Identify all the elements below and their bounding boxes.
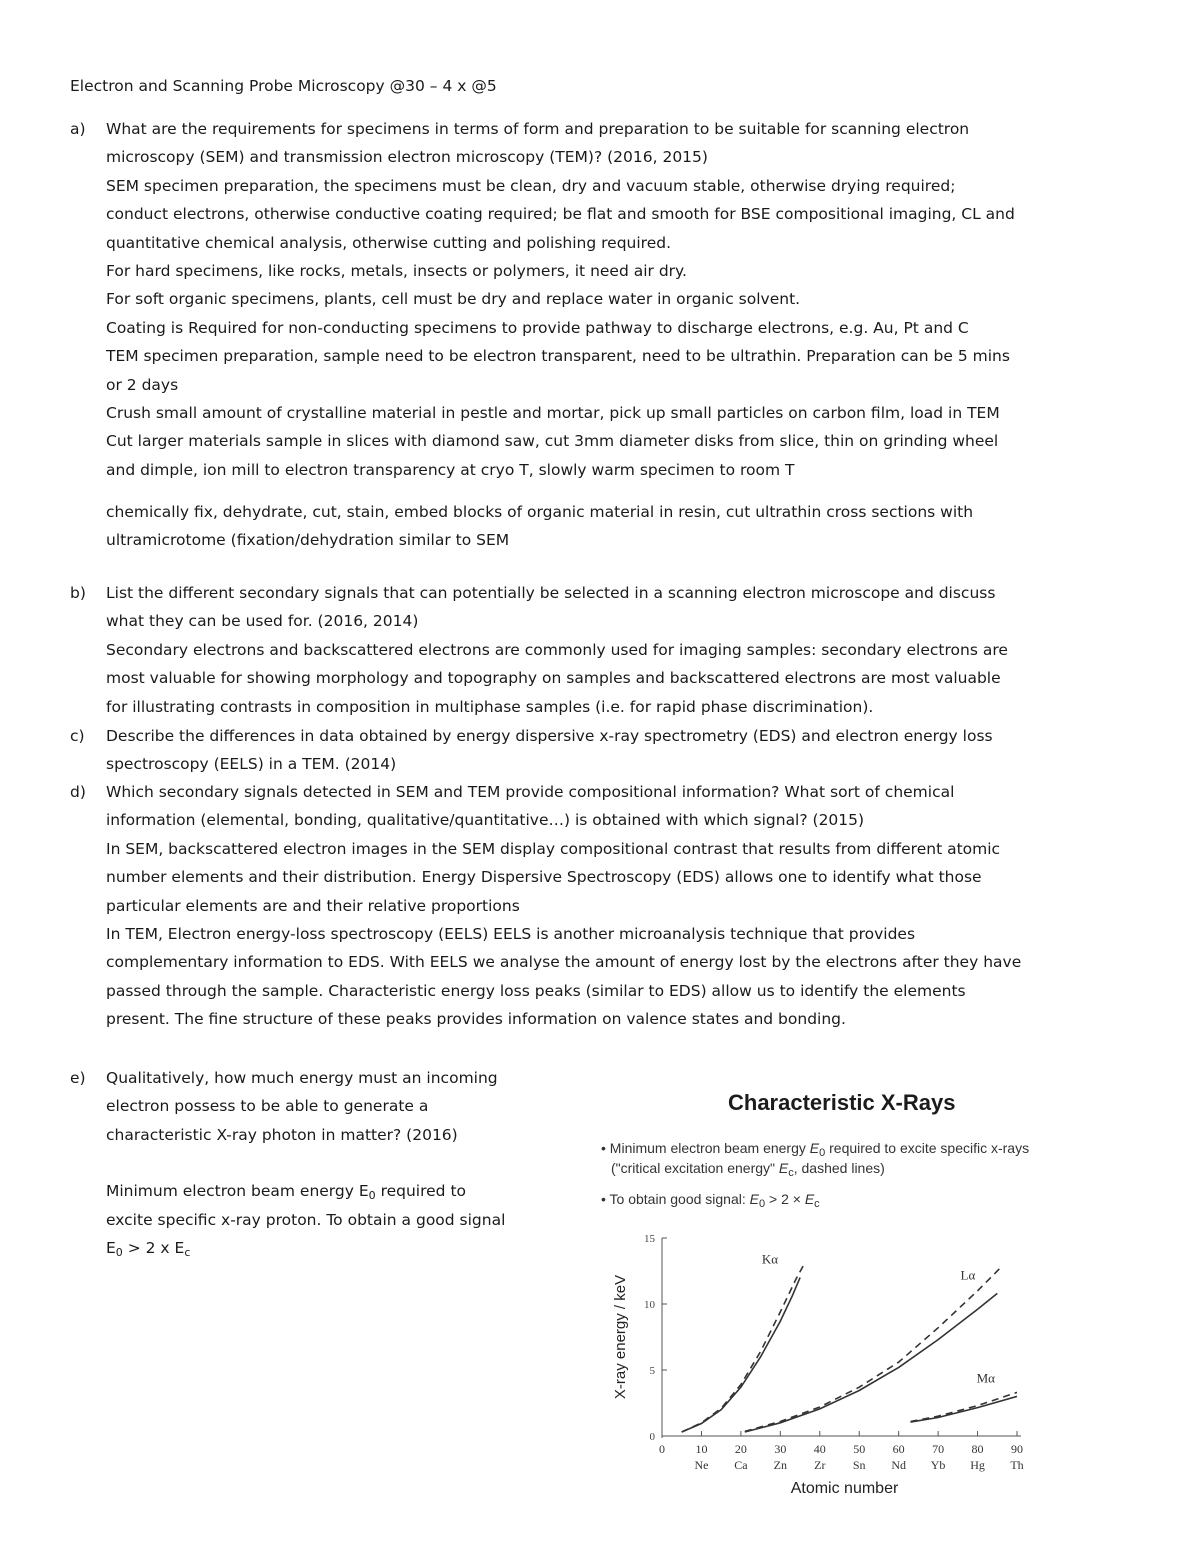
x-tick-element-label: Sn [852,1458,866,1472]
question-e-text [106,1064,570,1262]
subscript: 0 [115,1245,123,1259]
x-tick-element-label: Zr [814,1458,826,1472]
text-line: quantitative chemical analysis, otherwise cutting and polishing required. [106,233,672,252]
bullet-text: • Minimum electron beam energy [601,1140,810,1156]
text-line: present. The fine structure of these peaks provides information on valence states and bonding. [106,1010,846,1029]
subscript: c [814,1198,820,1210]
document-title: Electron and Scanning Probe Microscopy @30 – 4 x @5 [70,77,497,95]
series-label: Mα [976,1370,995,1386]
x-tick-label: 10 [695,1442,708,1456]
y-tick-label: 0 [649,1431,655,1443]
answer-text: E [106,1238,116,1257]
x-tick-element-label: Ne [694,1458,709,1472]
variable: E [778,1160,789,1176]
figure-bullet-1 [601,1138,1029,1178]
figure-title: Characteristic X-Rays [728,1090,956,1115]
subscript: c [788,1167,794,1179]
answer-line: excite specific x-ray proton. To obtain a good signal [106,1210,506,1229]
series-label: Kα [761,1251,779,1267]
chart-series [682,1252,1017,1432]
x-tick-element-label: Yb [930,1458,946,1472]
x-tick-element-label: Th [1010,1458,1024,1472]
critical-excitation-dashed-line [745,1267,1001,1431]
answer-line [106,1177,570,1205]
question-e [70,1064,570,1262]
paragraph-gap [106,484,1130,498]
question-c [70,722,1130,779]
x-tick-label: 30 [774,1442,787,1456]
x-tick-element-label: Ca [734,1458,748,1472]
x-tick-element-label: Hg [970,1458,985,1472]
text-line: In SEM, backscattered electron images in the SEM display compositional contrast that results from different atomic [106,839,1001,858]
series-label: Lα [960,1267,976,1283]
text-line: most valuable for showing morphology and topography on samples and backscattered electrons are most valuable [106,669,1001,688]
text-line: What are the requirements for specimens in terms of form and preparation to be suitable for scanning electron [106,120,970,138]
subscript: 0 [368,1189,376,1203]
subscript: 0 [819,1147,826,1159]
text-line: SEM specimen preparation, the specimens must be clean, dry and vacuum stable, otherwise drying required; [106,176,956,195]
x-tick-element-label: Nd [891,1458,907,1472]
x-tick-label: 80 [971,1442,984,1456]
y-tick-label: 15 [644,1233,655,1245]
text-line: Cut larger materials sample in slices with diamond saw, cut 3mm diameter disks from slice, thin on grinding wheel [106,432,999,451]
text-line: Which secondary signals detected in SEM and TEM provide compositional information? What sort of chemical [106,783,955,801]
text-line: For soft organic specimens, plants, cell must be dry and replace water in organic solvent. [106,290,801,309]
question-marker: d) [70,783,86,801]
text-line: Describe the differences in data obtained by energy dispersive x-ray spectrometry (EDS) and electron energy loss [106,727,993,745]
critical-excitation-dashed-line [911,1392,1018,1421]
x-axis-label: Atomic number [790,1480,899,1497]
x-tick-label: 70 [932,1442,945,1456]
y-tick-label: 5 [649,1365,655,1377]
text-line: for illustrating contrasts in composition in multiphase samples (i.e. for rapid phase discrimination). [106,697,874,716]
question-c-text [106,722,1130,779]
variable: E [809,1140,820,1156]
x-tick-label: 50 [853,1442,866,1456]
text-line: characteristic X-ray photon in matter? (2016) [106,1125,458,1144]
bullet-line [601,1158,1029,1178]
text-line: particular elements are and their relative proportions [106,896,520,915]
bullet-line [601,1138,1029,1158]
text-line: electron possess to be able to generate a [106,1097,429,1116]
text-line: Qualitatively, how much energy must an incoming [106,1069,498,1087]
y-tick-label: 10 [644,1299,655,1311]
text-line: spectroscopy (EELS) in a TEM. (2014) [106,755,397,774]
text-line: complementary information to EDS. With EELS we analyse the amount of energy lost by the electrons after they have [106,953,1022,972]
question-marker: e) [70,1069,86,1087]
answer-text: required to [375,1182,466,1201]
text-line: ultramicrotome (fixation/dehydration similar to SEM [106,531,510,550]
subscript: c [184,1245,191,1259]
text-line: microscopy (SEM) and transmission electron microscopy (TEM)? (2016, 2015) [106,148,708,167]
x-tick-label: 40 [813,1442,826,1456]
text-line: Secondary electrons and backscattered electrons are commonly used for imaging samples: secondary electrons are [106,640,1008,659]
text-line: List the different secondary signals that can potentially be selected in a scanning electron microscope and discuss [106,584,996,602]
y-axis-label: X-ray energy / keV [612,1274,629,1400]
answer-text: > 2 x E [122,1238,185,1257]
text-line: and dimple, ion mill to electron transparency at cryo T, slowly warm specimen to room T [106,460,795,479]
question-b [70,579,1130,721]
bullet-text: , dashed lines) [793,1160,885,1176]
text-line: Crush small amount of crystalline material in pestle and mortar, pick up small particles on carbon film, load in TEM [106,403,1000,422]
bullet-text: > 2 × [765,1191,805,1207]
answer-line [106,1234,570,1262]
x-tick-element-label: Zn [773,1458,788,1472]
characteristic-xrays-figure [585,1082,1055,1522]
question-b-text [106,579,1130,721]
question-a-text [106,115,1130,555]
text-line: TEM specimen preparation, sample need to be electron transparent, need to be ultrathin. Preparation can be 5 mins [106,347,1010,366]
blank-line [106,1149,570,1177]
x-tick-label: 90 [1011,1442,1023,1456]
text-line: number elements and their distribution. Energy Dispersive Spectroscopy (EDS) allows one to identify what those [106,868,982,887]
x-tick-label: 0 [659,1442,665,1456]
text-line: passed through the sample. Characteristic energy loss peaks (similar to EDS) allow us to identify the elements [106,981,966,1000]
question-marker: c) [70,727,85,745]
text-line: Coating is Required for non-conducting specimens to provide pathway to discharge electrons, e.g. Au, Pt and C [106,318,969,337]
variable: E [804,1191,815,1207]
question-d-text [106,778,1130,1034]
text-line: information (elemental, bonding, qualitative/quantitative…) is obtained with which signal? (2015) [106,811,865,830]
subscript: 0 [758,1198,766,1210]
text-line: chemically fix, dehydrate, cut, stain, embed blocks of organic material in resin, cut ultrathin cross sections with [106,503,974,522]
question-marker: a) [70,120,86,138]
bullet-text: • To obtain good signal: [601,1191,750,1207]
text-line: or 2 days [106,375,179,394]
text-line: For hard specimens, like rocks, metals, insects or polymers, it need air dry. [106,261,687,280]
critical-excitation-dashed-line [682,1264,804,1432]
xray-energy-chart [585,1222,1055,1522]
x-tick-label: 60 [892,1442,905,1456]
question-marker: b) [70,584,86,602]
text-line: conduct electrons, otherwise conductive coating required; be flat and smooth for BSE compositional imaging, CL and [106,205,1015,224]
variable: E [749,1191,759,1207]
xray-energy-line [682,1278,800,1432]
text-line: what they can be used for. (2016, 2014) [106,612,419,631]
question-d [70,778,1130,1034]
figure-bullet-2 [601,1189,820,1209]
question-a [70,115,1130,555]
x-tick-label: 20 [734,1442,747,1456]
bullet-text: required to excite specific x-rays [825,1140,1030,1156]
answer-text: Minimum electron beam energy E [106,1182,369,1201]
bullet-text: ("critical excitation energy" [611,1160,779,1176]
text-line: In TEM, Electron energy-loss spectroscopy (EELS) EELS is another microanalysis technique that provides [106,924,916,943]
